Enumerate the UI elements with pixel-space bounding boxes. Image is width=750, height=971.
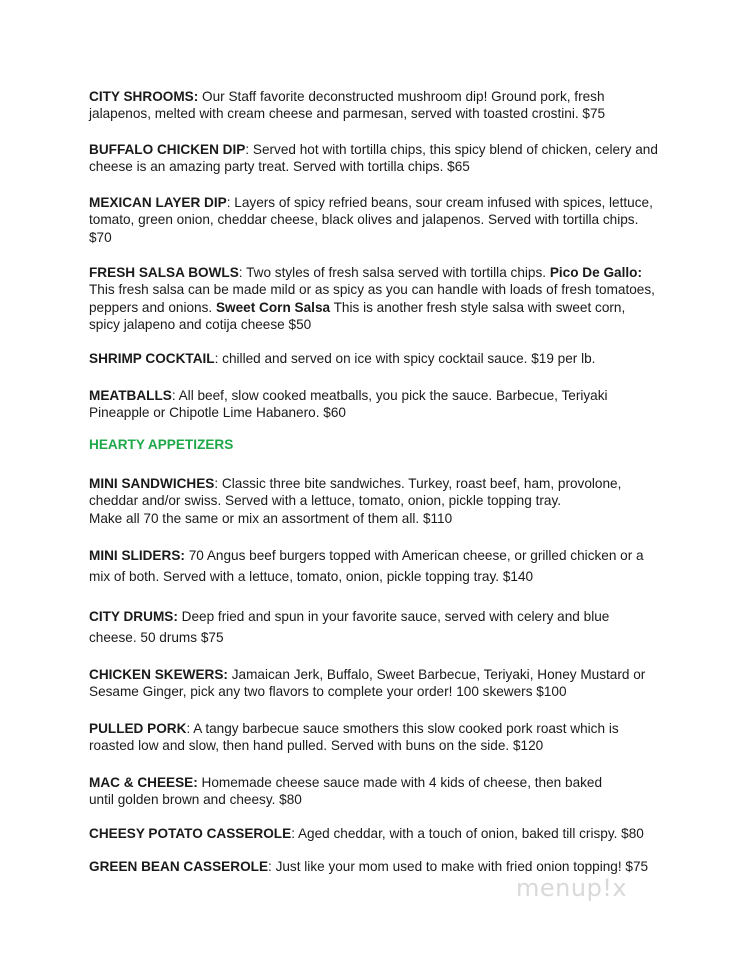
item-description: : chilled and served on ice with spicy cocktail sauce. $19 per lb. (214, 351, 596, 366)
item-description: 70 Angus beef burgers topped with American cheese, or grilled chicken or a mix of both. Served with a lettuce, tomato, onion, pickle topping tray. $140 (89, 548, 644, 584)
menupix-watermark: menup!x (516, 874, 628, 902)
item-name: MINI SANDWICHES (89, 476, 215, 491)
item-name: MEXICAN LAYER DIP (89, 195, 227, 210)
item-name: BUFFALO CHICKEN DIP (89, 142, 246, 157)
menu-item-meatballs (89, 387, 659, 422)
menu-item-chicken-skewers (89, 666, 659, 701)
item-name: CHICKEN SKEWERS: (89, 667, 228, 682)
item-name: CITY DRUMS: (89, 609, 178, 624)
item-description: : Just like your mom used to make with fried onion topping! $75 (268, 859, 649, 874)
item-name: MINI SLIDERS: (89, 548, 185, 563)
item-description: : Layers of spicy refried beans, sour cream infused with spices, lettuce, tomato, green onion, cheddar cheese, black olives and jalapenos. Served with tortilla chips. $70 (89, 195, 653, 245)
item-name: MAC & CHEESE: (89, 775, 198, 790)
section-title-hearty-appetizers: HEARTY APPETIZERS (89, 437, 234, 452)
item-name: PULLED PORK (89, 721, 187, 736)
sub-item-name: Sweet Corn Salsa (215, 299, 331, 315)
item-description: Deep fried and spun in your favorite sauce, served with celery and blue cheese. 50 drums $75 (89, 609, 610, 645)
item-description: Jamaican Jerk, Buffalo, Sweet Barbecue, Teriyaki, Honey Mustard or Sesame Ginger, pick any two flavors to complete your order! 100 skewers $100 (89, 667, 646, 700)
item-description: Our Staff favorite deconstructed mushroom dip! Ground pork, fresh jalapenos, melted with cream cheese and parmesan, served with toasted crostini. $75 (89, 89, 606, 122)
menu-item-mini-sliders (89, 545, 659, 587)
sub-item-description: This is another fresh style salsa with sweet corn, spicy jalapeno and cotija cheese $50 (89, 299, 626, 333)
sub-item-description: This fresh salsa can be made mild or as spicy as you can handle with loads of fresh tomatoes, peppers and onions. (89, 282, 655, 315)
item-name: GREEN BEAN CASSEROLE (89, 859, 269, 874)
menu-item-buffalo-chicken-dip (89, 141, 659, 176)
item-name: FRESH SALSA BOWLS (89, 265, 239, 280)
item-description: : A tangy barbecue sauce smothers this slow cooked pork roast which is roasted low and slow, then hand pulled. Served with buns on the side. $120 (89, 721, 619, 754)
item-description: : Two styles of fresh salsa served with tortilla chips. (238, 265, 550, 280)
item-name: CITY SHROOMS: (89, 89, 199, 104)
sub-item-name: Pico De Gallo: (549, 265, 642, 280)
item-description: : All beef, slow cooked meatballs, you pick the sauce. Barbecue, Teriyaki Pineapple or Chipotle Lime Habanero. $60 (89, 388, 608, 421)
item-description-extra: Make all 70 the same or mix an assortment of them all. $110 (89, 510, 453, 526)
menu-item-cheesy-potato-casserole (89, 825, 689, 842)
menu-item-green-bean-casserole (89, 858, 689, 875)
menu-item-fresh-salsa-bowls (89, 264, 659, 334)
menu-item-mini-sandwiches (89, 475, 659, 527)
menu-item-city-shrooms (89, 88, 659, 123)
item-name: CHEESY POTATO CASSEROLE (89, 826, 292, 841)
item-description: : Classic three bite sandwiches. Turkey, roast beef, ham, provolone, cheddar and/or swiss. Served with a lettuce, tomato, onion, pickle topping tray. (89, 476, 622, 509)
item-description: : Aged cheddar, with a touch of onion, baked till crispy. $80 (291, 826, 644, 841)
menu-item-shrimp-cocktail (89, 350, 659, 367)
menu-item-pulled-pork (89, 720, 659, 755)
item-description: Homemade cheese sauce made with 4 kids of cheese, then baked until golden brown and cheesy. $80 (89, 775, 603, 808)
menu-item-city-drums (89, 606, 659, 648)
item-name: MEATBALLS (89, 388, 172, 403)
menu-item-mexican-layer-dip (89, 194, 659, 246)
menu-item-mac-and-cheese (89, 774, 609, 809)
item-description: : Served hot with tortilla chips, this spicy blend of chicken, celery and cheese is an amazing party treat. Served with tortilla chips. $65 (89, 142, 658, 175)
item-name: SHRIMP COCKTAIL (89, 351, 215, 366)
